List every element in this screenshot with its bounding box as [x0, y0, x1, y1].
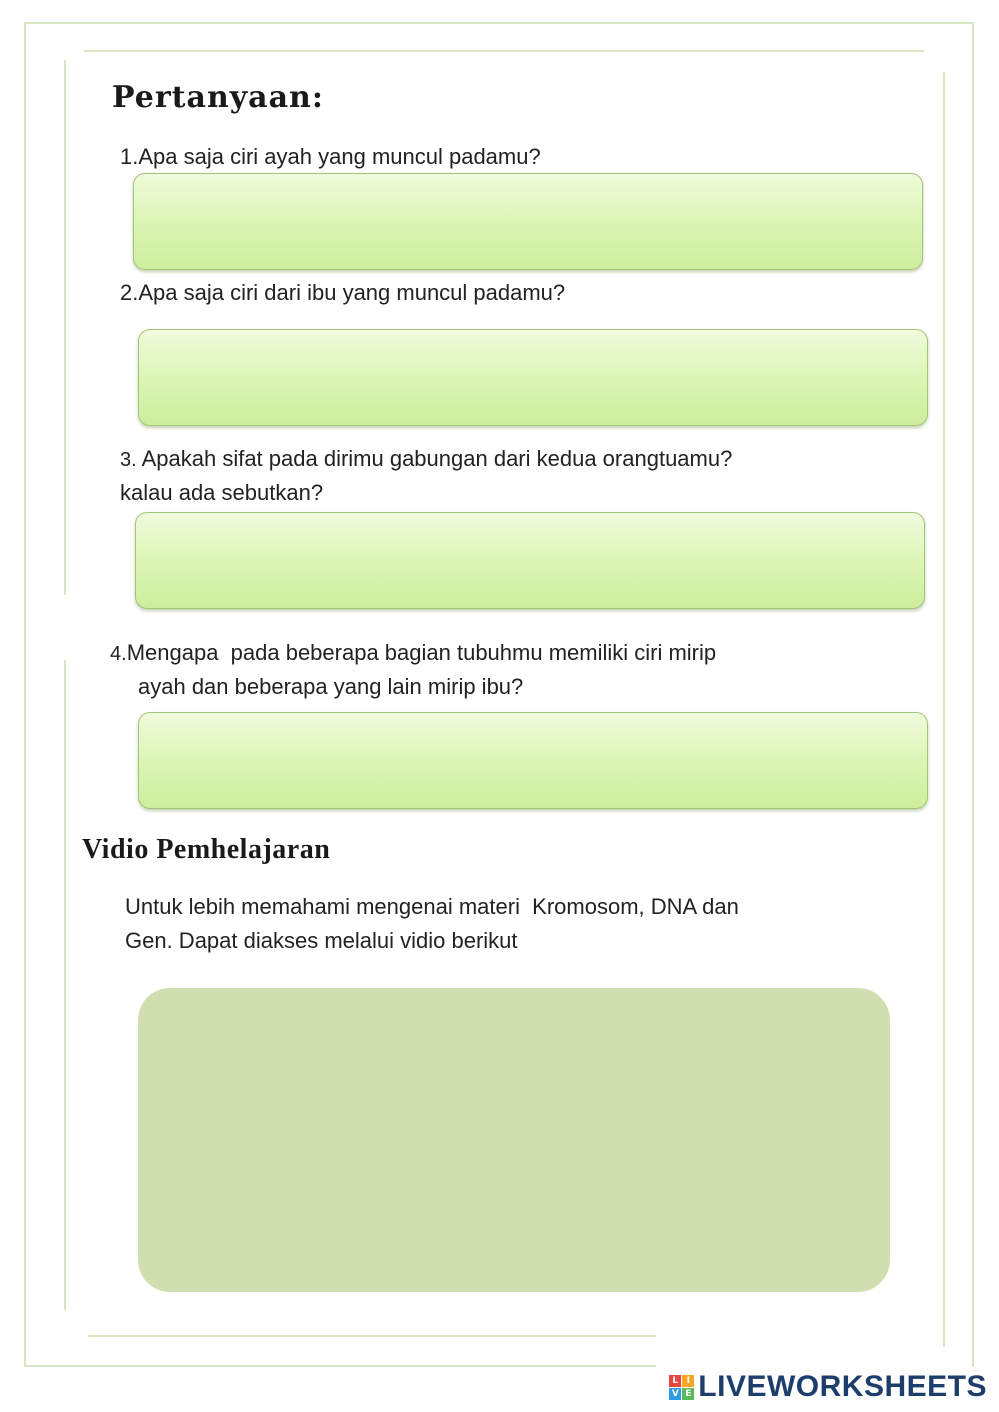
- liveworksheets-logo-text: LIVEWORKSHEETS: [698, 1370, 987, 1403]
- logo-letter-e: E: [682, 1388, 694, 1400]
- answer-1-input[interactable]: [133, 173, 923, 270]
- logo-letter-l: L: [669, 1375, 681, 1387]
- question-3-line-2: kalau ada sebutkan?: [120, 480, 324, 505]
- answer-2-input[interactable]: [138, 329, 928, 426]
- question-3-number: 3.: [120, 449, 137, 471]
- inner-border-left-lower: [64, 660, 66, 1310]
- liveworksheets-logo: [669, 1370, 987, 1404]
- question-2: [120, 276, 565, 310]
- question-4-line-2: ayah dan beberapa yang lain mirip ibu?: [138, 674, 524, 699]
- question-3: [120, 442, 732, 477]
- logo-letter-v: V: [669, 1388, 681, 1400]
- video-description-line-1: Untuk lebih memahami mengenai materi Kromosom, DNA dan: [125, 894, 739, 919]
- outer-border-top: [24, 22, 974, 24]
- question-1: [120, 140, 541, 174]
- question-1-number: 1.: [120, 144, 139, 169]
- video-description-line-2: Gen. Dapat diakses melalui vidio berikut: [125, 928, 518, 953]
- question-1-text: Apa saja ciri ayah yang muncul padamu?: [138, 144, 541, 169]
- outer-border-bottom: [24, 1365, 656, 1367]
- video-section-title: Vidio Pemhelajaran: [82, 834, 331, 865]
- question-4-number: 4.: [110, 643, 127, 665]
- question-2-text: Apa saja ciri dari ibu yang muncul padamu?: [138, 280, 566, 305]
- question-4-text-line-1: Mengapa pada beberapa bagian tubuhmu memiliki ciri mirip: [126, 640, 717, 665]
- inner-border-right: [943, 72, 945, 1347]
- page-title: Pertanyaan:: [112, 80, 324, 115]
- outer-border-right: [972, 22, 974, 1367]
- inner-border-top: [84, 50, 924, 52]
- answer-3-input[interactable]: [135, 512, 925, 609]
- outer-border-left: [24, 22, 26, 1367]
- video-embed-placeholder[interactable]: [138, 988, 890, 1292]
- answer-4-input[interactable]: [138, 712, 928, 809]
- question-3-text-line-1: Apakah sifat pada dirimu gabungan dari kedua orangtuamu?: [136, 446, 733, 471]
- question-4: [110, 636, 716, 671]
- inner-border-left-upper: [64, 60, 66, 595]
- logo-letter-i: I: [682, 1375, 694, 1387]
- video-description: [125, 890, 885, 958]
- question-2-number: 2.: [120, 280, 139, 305]
- inner-border-bottom: [88, 1335, 656, 1337]
- liveworksheets-logo-icon: [669, 1375, 694, 1400]
